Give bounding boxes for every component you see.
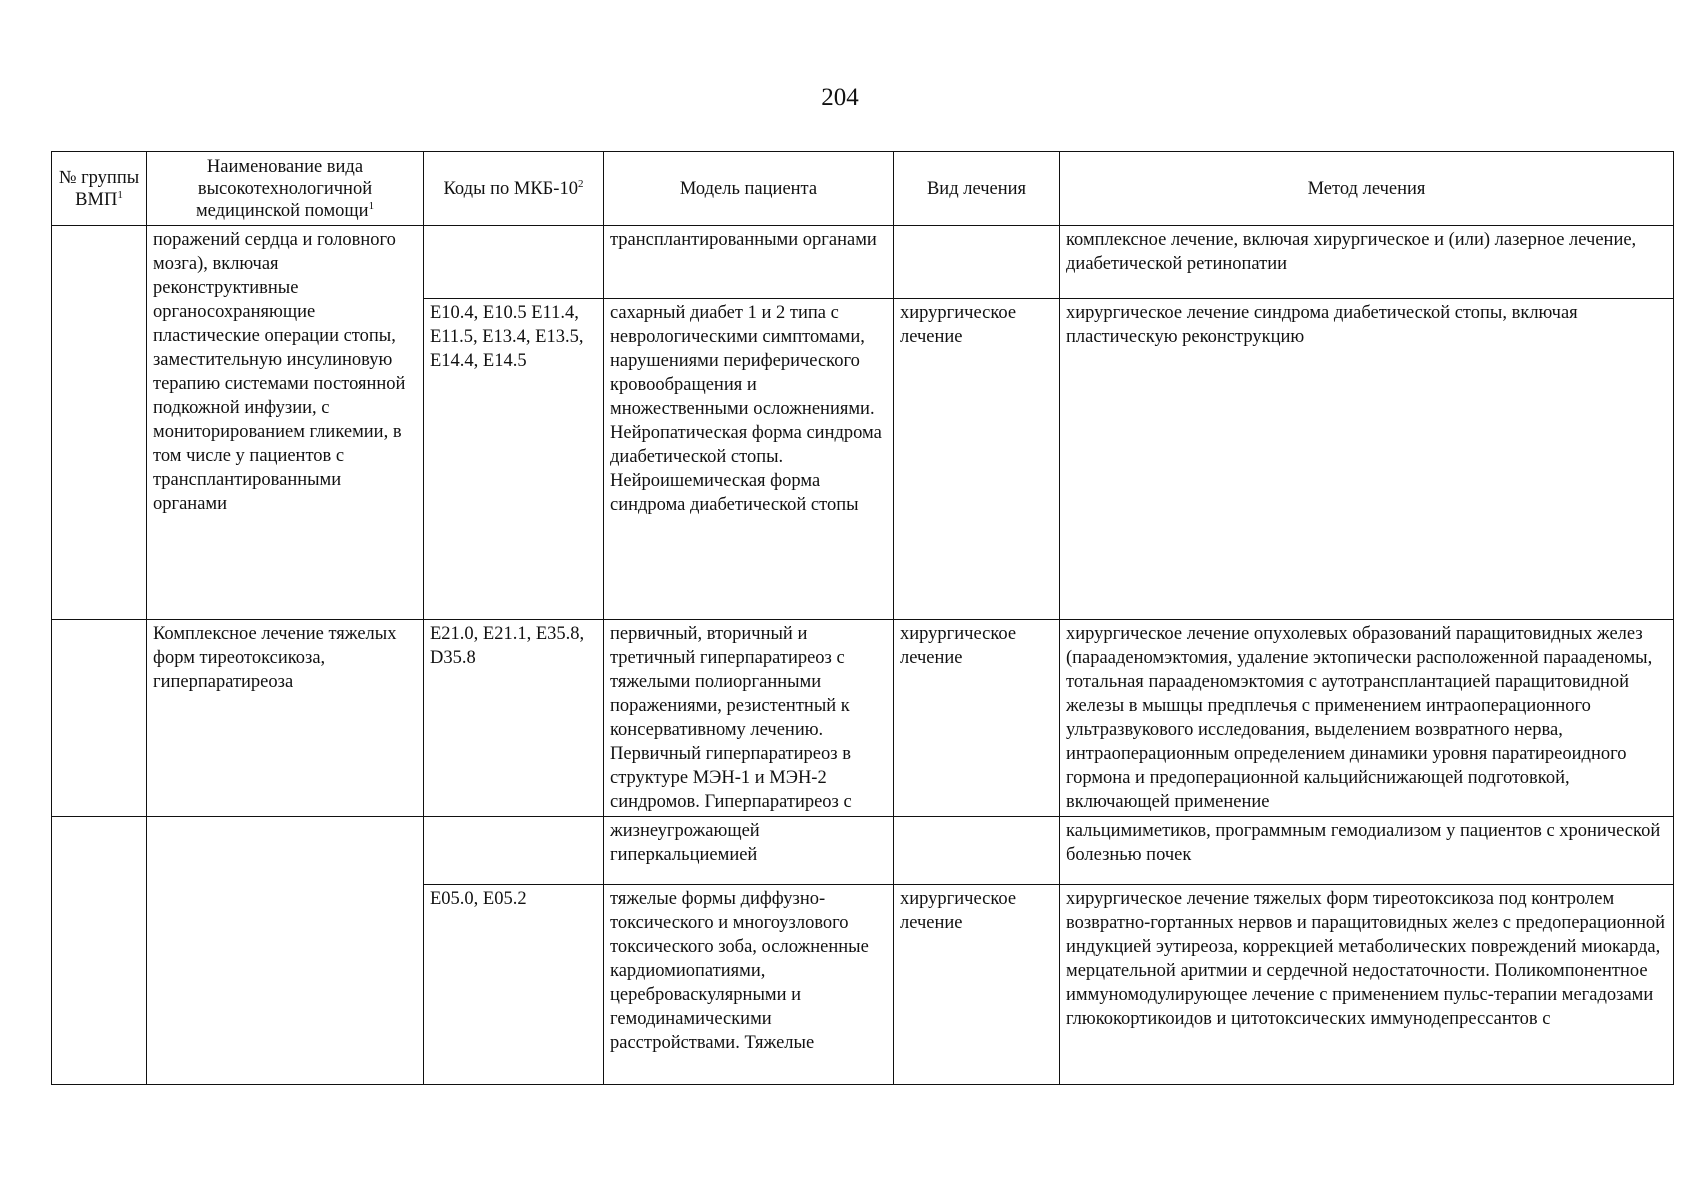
treatment-type-cell: хирургическое лечение bbox=[894, 885, 1060, 1085]
treatment-type-cell bbox=[894, 817, 1060, 885]
care-type-name-cell: поражений сердца и головного мозга), включая реконструктивные органосохраняющие пластические операции стопы, заместительную инсулиновую терапию системами постоянной подкожной инфузии, с мониторированием гликемии, в том числе у пациентов с трансплантированными органами bbox=[147, 226, 424, 620]
treatment-type-cell: хирургическое лечение bbox=[894, 299, 1060, 620]
header-care-type-name: Наименование вида высокотехнологичной медицинской помощи$^1$ bbox=[147, 152, 424, 226]
header-patient-model: Модель пациента bbox=[604, 152, 894, 226]
icd-codes-cell bbox=[424, 817, 604, 885]
icd-codes-cell: E05.0, E05.2 bbox=[424, 885, 604, 1085]
treatment-method-cell: комплексное лечение, включая хирургическое и (или) лазерное лечение, диабетической ретинопатии bbox=[1060, 226, 1674, 299]
patient-model-cell: жизнеугрожающей гиперкальциемией bbox=[604, 817, 894, 885]
care-type-name-cell: Комплексное лечение тяжелых форм тиреотоксикоза, гиперпаратиреоза bbox=[147, 620, 424, 817]
medical-care-table bbox=[51, 151, 1674, 1085]
group-number-cell bbox=[52, 620, 147, 817]
treatment-type-cell: хирургическое лечение bbox=[894, 620, 1060, 817]
table-row bbox=[52, 226, 1674, 299]
header-icd-codes: Коды по МКБ-$10^2$ bbox=[424, 152, 604, 226]
icd-codes-cell bbox=[424, 226, 604, 299]
table-row bbox=[52, 817, 1674, 885]
patient-model-cell: трансплантированными органами bbox=[604, 226, 894, 299]
page-number: 204 bbox=[821, 84, 859, 111]
patient-model-cell: сахарный диабет 1 и 2 типа с неврологическими симптомами, нарушениями периферического кровообращения и множественными осложнениями. Нейропатическая форма синдрома диабетической стопы. Нейроишемическая форма синдрома диабетической стопы bbox=[604, 299, 894, 620]
care-type-name-cell bbox=[147, 817, 424, 1085]
treatment-method-cell: кальцимиметиков, программным гемодиализом у пациентов с хронической болезнью почек bbox=[1060, 817, 1674, 885]
treatment-type-cell bbox=[894, 226, 1060, 299]
patient-model-cell: первичный, вторичный и третичный гиперпаратиреоз с тяжелыми полиорганными поражениями, резистентный к консервативному лечению. Первичный гиперпаратиреоз в структуре МЭН-1 и МЭН-2 синдромов. Гиперпаратиреоз с bbox=[604, 620, 894, 817]
treatment-method-cell: хирургическое лечение опухолевых образований паращитовидных желез (парааденомэктомия, удаление эктопически расположенной парааденомы, тотальная парааденомэктомия с аутотрансплантацией паращитовидной железы в мышцы предплечья с применением интраоперационного ультразвукового исследования, выделением возвратного нерва, интраоперационным определением динамики уровня паратиреоидного гормона и предоперационной кальцийснижающей подготовкой, включающей применение bbox=[1060, 620, 1674, 817]
treatment-method-cell: хирургическое лечение синдрома диабетической стопы, включая пластическую реконструкцию bbox=[1060, 299, 1674, 620]
header-group-number: № группы ВМП$^1$ bbox=[52, 152, 147, 226]
table-row bbox=[52, 620, 1674, 817]
header-treatment-type: Вид лечения bbox=[894, 152, 1060, 226]
icd-codes-cell: E21.0, E21.1, E35.8, D35.8 bbox=[424, 620, 604, 817]
header-treatment-method: Метод лечения bbox=[1060, 152, 1674, 226]
icd-codes-cell: E10.4, E10.5 E11.4, E11.5, E13.4, E13.5, E14.4, E14.5 bbox=[424, 299, 604, 620]
header-row bbox=[52, 152, 1674, 226]
group-number-cell bbox=[52, 817, 147, 1085]
patient-model-cell: тяжелые формы диффузно-токсического и многоузлового токсического зоба, осложненные кардиомиопатиями, цереброваскулярными и гемодинамическими расстройствами. Тяжелые bbox=[604, 885, 894, 1085]
treatment-method-cell: хирургическое лечение тяжелых форм тиреотоксикоза под контролем возвратно-гортанных нервов и паращитовидных желез с предоперационной индукцией эутиреоза, коррекцией метаболических повреждений миокарда, мерцательной аритмии и сердечной недостаточности. Поликомпонентное иммуномодулирующее лечение с применением пульс-терапии мегадозами глюкокортикоидов и цитотоксических иммунодепрессантов с bbox=[1060, 885, 1674, 1085]
group-number-cell bbox=[52, 226, 147, 620]
